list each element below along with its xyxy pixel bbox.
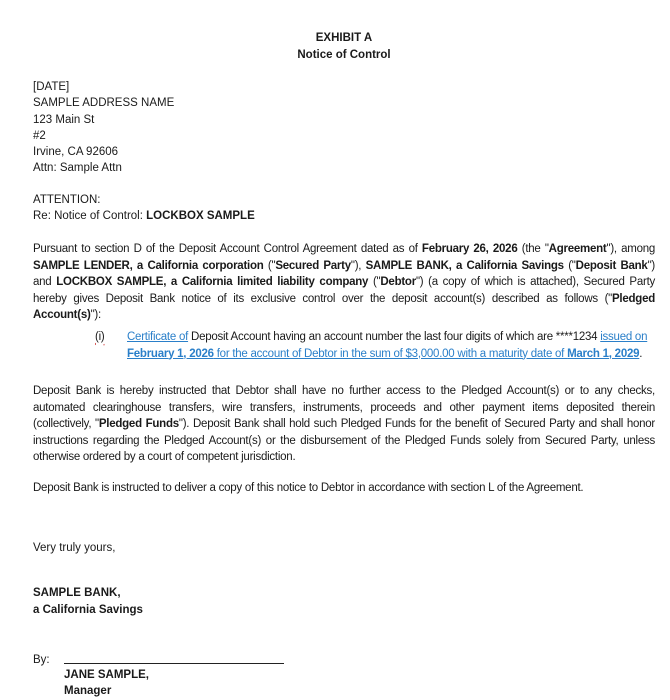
- recipient-attn: Attn: Sample Attn: [33, 162, 122, 175]
- defined-term: Agreement: [548, 243, 607, 255]
- deposit-bank-name: SAMPLE BANK, a California Savings: [365, 259, 564, 272]
- debtor-name: LOCKBOX SAMPLE, a California limited liability company: [56, 276, 369, 288]
- signer-title: Manager: [64, 685, 112, 697]
- item-number: (i): [95, 331, 105, 343]
- text: .: [639, 347, 643, 360]
- text: ") (a copy of which is attached), Secured Party hereby gives Deposit Bank notice of its exclusive control over the deposit account(s) described as follows (": [33, 276, 656, 305]
- text: for the account of Debtor in the sum of $3,000.00 with a maturity date of: [213, 347, 568, 360]
- signer-name: JANE SAMPLE,: [64, 669, 149, 681]
- agreement-date: February 26, 2026: [421, 243, 518, 255]
- attention-label: ATTENTION:: [33, 194, 101, 206]
- closing-salutation: Very truly yours,: [33, 542, 116, 554]
- recipient-name: SAMPLE ADDRESS NAME: [33, 97, 175, 110]
- issue-date: February 1, 2026: [127, 347, 214, 360]
- text: "), among: [606, 243, 656, 255]
- re-subject: LOCKBOX SAMPLE: [146, 210, 255, 223]
- paragraph-deliver-copy: Deposit Bank is instructed to deliver a copy of this notice to Debtor in accordance with section L of the Agreement.: [33, 482, 584, 494]
- date-placeholder: [DATE]: [33, 81, 70, 93]
- paragraph-pursuant: [33, 241, 655, 324]
- defined-term: Secured Party: [275, 259, 351, 272]
- maturity-date: March 1, 2029: [567, 347, 640, 360]
- text: "),: [350, 259, 366, 272]
- bank-name: SAMPLE BANK,: [33, 587, 121, 599]
- exhibit-heading: EXHIBIT A: [315, 32, 373, 44]
- text: Deposit Bank is hereby instructed that Debtor shall have no further access to the Pledged Account(s) or to any checks, automated clearinghouse transfers, wire transfers, instruments, proceeds and other payment items deposited therein (collectively, ": [33, 385, 655, 430]
- secured-party-name: SAMPLE LENDER, a California corporation: [33, 259, 264, 272]
- text: issued on: [600, 331, 648, 343]
- text: Deposit Account having an account number the last four digits of which are ****1234: [188, 331, 601, 343]
- defined-term: Debtor: [380, 276, 416, 288]
- recipient-city-state-zip: Irvine, CA 92606: [33, 146, 119, 159]
- text: "). Deposit Bank shall hold such Pledged Funds for the benefit of Secured Party and shall honor instructions regarding the Pledged Account(s) or the disbursement of the Pledged Funds solely from Secured Party, unless otherwise ordered by a court of competent jurisdiction.: [33, 418, 655, 463]
- re-prefix: Re: Notice of Control:: [33, 210, 147, 223]
- recipient-unit: #2: [33, 129, 46, 142]
- attention-block: [33, 192, 255, 225]
- paragraph-instructions: [33, 383, 655, 466]
- defined-term: Pledged Account(s): [33, 292, 655, 321]
- certificate-link[interactable]: Certificate of: [127, 331, 189, 343]
- text: Pursuant to section D of the Deposit Account Control Agreement dated as of: [33, 243, 422, 255]
- signatory-bank-block: [33, 585, 143, 619]
- signature-line[interactable]: [64, 663, 284, 664]
- text: "):: [90, 309, 101, 321]
- text: (": [263, 259, 276, 272]
- text: (": [563, 259, 576, 272]
- account-description: [127, 329, 655, 362]
- text: ") and: [33, 259, 655, 288]
- text: (the ": [517, 243, 549, 255]
- bank-type: a California Savings: [33, 604, 143, 616]
- text: (": [368, 276, 381, 288]
- document-title: Notice of Control: [297, 49, 391, 61]
- defined-term: Pledged Funds: [98, 418, 179, 430]
- recipient-address-block: [33, 79, 174, 177]
- signer-block: [64, 667, 149, 699]
- defined-term: Deposit Bank: [575, 259, 648, 272]
- recipient-street: 123 Main St: [33, 113, 95, 126]
- re-line: [33, 208, 255, 224]
- by-label: By:: [33, 654, 50, 666]
